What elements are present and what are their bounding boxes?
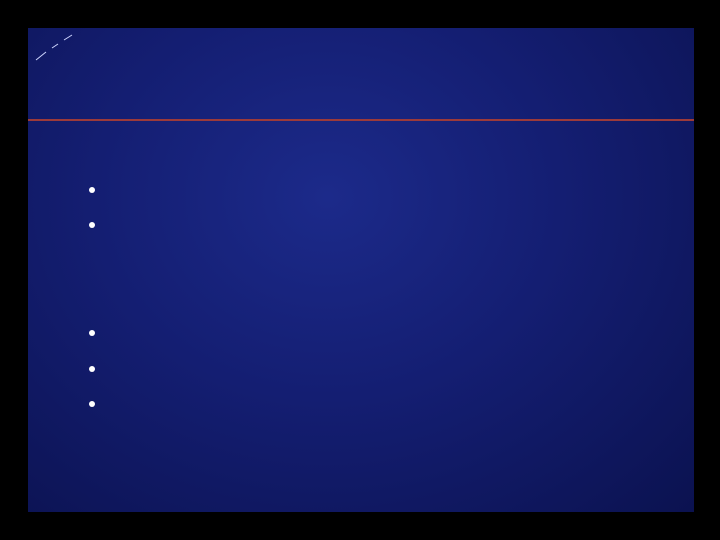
bullet-icon xyxy=(89,222,95,228)
bullet-icon xyxy=(89,401,95,407)
corner-sparkle-icon xyxy=(34,34,74,64)
bullet-icon xyxy=(89,366,95,372)
bullet-icon xyxy=(89,187,95,193)
title-divider xyxy=(28,119,694,121)
slide-background xyxy=(28,28,694,512)
bullet-icon xyxy=(89,330,95,336)
